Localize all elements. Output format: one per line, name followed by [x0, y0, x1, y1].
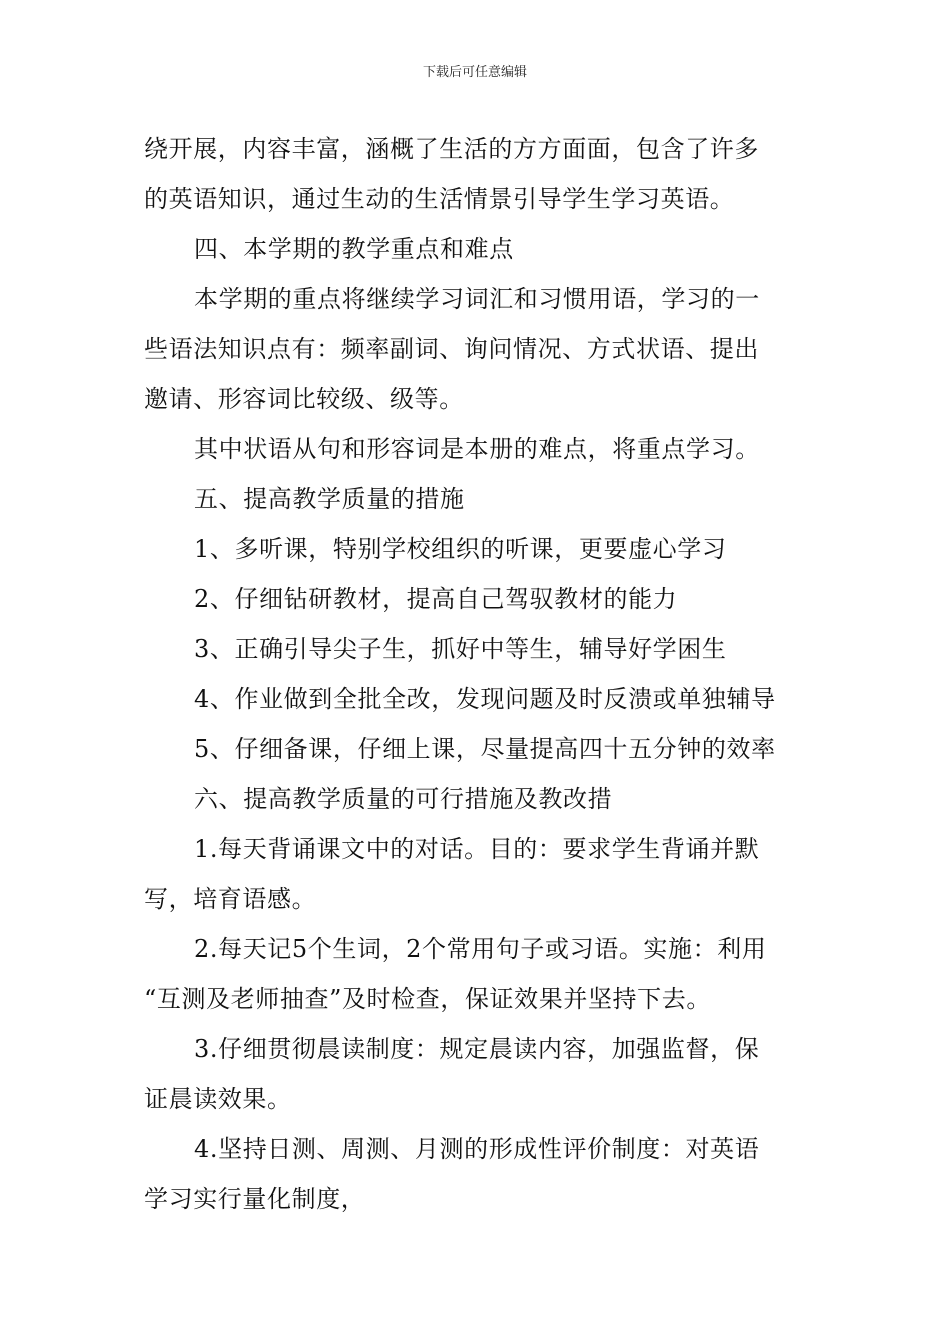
text-line: 学习实行量化制度，	[144, 1185, 366, 1213]
text-line: 绕开展，内容丰富，涵概了生活的方方面面，包含了许多	[144, 135, 759, 163]
section-heading: 六、提高教学质量的可行措施及教改措	[194, 785, 613, 813]
list-item: 5、仔细备课，仔细上课，尽量提高四十五分钟的效率	[194, 735, 776, 763]
list-item: 3、正确引导尖子生，抓好中等生，辅导好学困生	[194, 635, 727, 663]
list-item: 4、作业做到全批全改，发现问题及时反溃或单独辅导	[194, 685, 776, 713]
text-line: 其中状语从句和形容词是本册的难点，将重点学习。	[194, 435, 760, 463]
list-item: 2、仔细钻研教材，提高自己驾驭教材的能力	[194, 585, 678, 613]
text-line: 证晨读效果。	[144, 1085, 292, 1113]
text-line: 的英语知识，通过生动的生活情景引导学生学习英语。	[144, 185, 735, 213]
list-item: 2.每天记5个生词，2个常用句子或习语。实施：利用	[194, 935, 767, 963]
list-item: 3.仔细贯彻晨读制度：规定晨读内容，加强监督，保	[194, 1035, 760, 1063]
text-line: “互测及老师抽查”及时检查，保证效果并坚持下去。	[144, 985, 711, 1013]
section-heading: 四、本学期的教学重点和难点	[194, 235, 514, 263]
page-header: 下载后可任意编辑	[422, 65, 527, 80]
list-item: 1、多听课，特别学校组织的听课，更要虚心学习	[194, 535, 727, 563]
document-body	[144, 124, 806, 1224]
list-item: 4.坚持日测、周测、月测的形成性评价制度：对英语	[194, 1135, 760, 1163]
list-item: 1.每天背诵课文中的对话。目的：要求学生背诵并默	[194, 835, 760, 863]
text-line: 邀请、形容词比较级、级等。	[144, 385, 464, 413]
section-heading: 五、提高教学质量的措施	[194, 485, 465, 513]
text-line: 些语法知识点有：频率副词、询问情况、方式状语、提出	[144, 335, 759, 363]
text-line: 写，培育语感。	[144, 885, 317, 913]
text-line: 本学期的重点将继续学习词汇和习惯用语，学习的一	[194, 285, 760, 313]
